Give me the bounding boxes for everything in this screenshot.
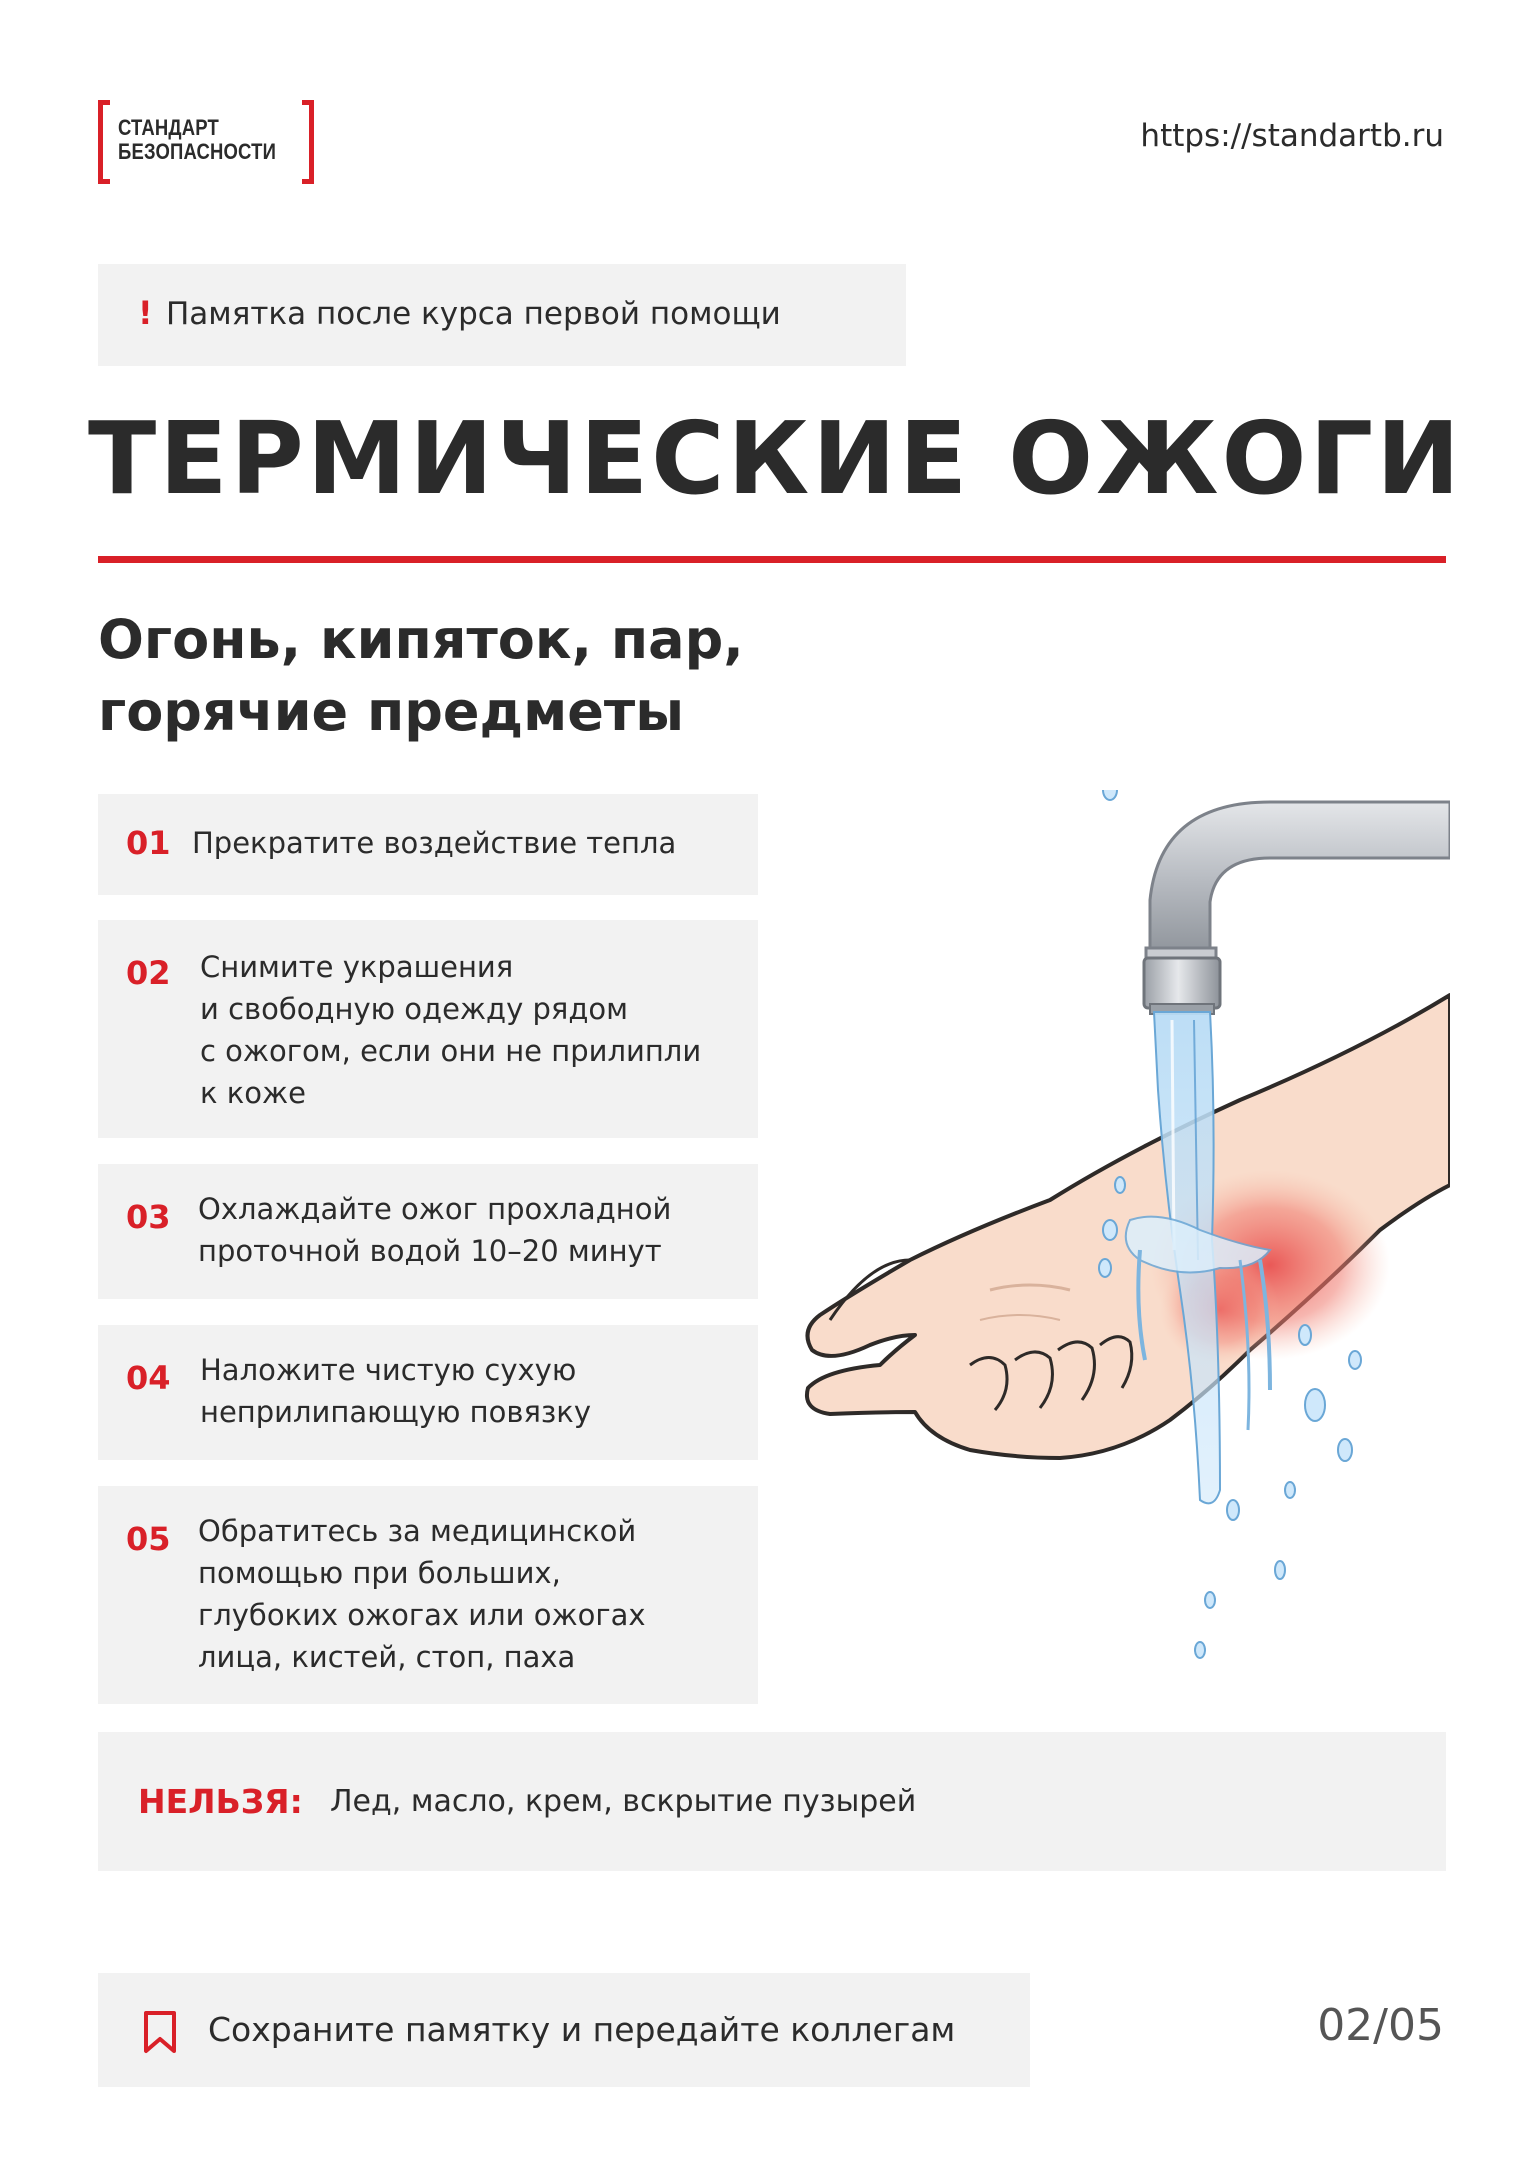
faucet-icon — [1144, 802, 1450, 1014]
subtitle-line-1: Огонь, кипяток, пар, — [98, 608, 744, 671]
logo-bracket-left — [98, 100, 110, 184]
save-banner[interactable] — [98, 1973, 1030, 2087]
step-card-2 — [98, 920, 758, 1138]
step-text — [198, 1510, 646, 1678]
step-card-4 — [98, 1325, 758, 1460]
title-divider — [98, 556, 1446, 563]
logo-bracket-right — [302, 100, 314, 184]
step-line: глубоких ожогах или ожогах — [198, 1598, 646, 1632]
memo-text: Памятка после курса первой помощи — [166, 296, 781, 332]
site-url[interactable]: https://standartb.ru — [1140, 118, 1444, 154]
step-text — [198, 1188, 671, 1272]
step-line: помощью при больших, — [198, 1556, 561, 1590]
forbidden-label: НЕЛЬЗЯ: — [138, 1782, 303, 1821]
save-text: Сохраните памятку и передайте коллегам — [208, 2010, 956, 2049]
step-line: Охлаждайте ожог прохладной — [198, 1192, 672, 1226]
step-line: лица, кистей, стоп, паха — [198, 1640, 576, 1674]
step-card-1 — [98, 794, 758, 895]
bookmark-icon — [142, 2009, 178, 2055]
logo-line-2: БЕЗОПАСНОСТИ — [118, 139, 277, 164]
step-line: с ожогом, если они не прилипли — [200, 1034, 702, 1068]
memo-banner — [98, 264, 906, 366]
burn-cooling-illustration — [800, 790, 1450, 1710]
step-line: и свободную одежду рядом — [200, 992, 628, 1026]
step-line: к коже — [200, 1076, 306, 1110]
step-text — [200, 1349, 591, 1433]
exclamation-icon: ! — [138, 294, 153, 332]
forbidden-text: Лед, масло, крем, вскрытие пузырей — [330, 1784, 917, 1819]
step-number: 03 — [126, 1198, 171, 1236]
page-number: 02/05 — [1317, 2000, 1444, 2051]
step-line: Наложите чистую сухую — [200, 1353, 577, 1387]
step-number: 04 — [126, 1359, 171, 1397]
page-title: ТЕРМИЧЕСКИЕ ОЖОГИ — [88, 400, 1463, 517]
step-number: 05 — [126, 1520, 171, 1558]
step-line: проточной водой 10–20 минут — [198, 1234, 662, 1268]
step-number: 02 — [126, 954, 171, 992]
step-line: Прекратите воздействие тепла — [192, 826, 677, 860]
step-text — [192, 822, 676, 864]
step-card-3 — [98, 1164, 758, 1299]
step-number: 01 — [126, 824, 171, 862]
step-text — [200, 946, 701, 1114]
forbidden-banner — [98, 1732, 1446, 1871]
brand-logo — [98, 100, 314, 184]
step-line: неприлипающую повязку — [200, 1395, 591, 1429]
logo-text — [118, 116, 276, 164]
subtitle-line-2: горячие предметы — [98, 680, 685, 743]
step-card-5 — [98, 1486, 758, 1704]
step-line: Снимите украшения — [200, 950, 514, 984]
logo-line-1: СТАНДАРТ — [118, 115, 219, 140]
step-line: Обратитесь за медицинской — [198, 1514, 637, 1548]
page-subtitle — [98, 604, 744, 748]
